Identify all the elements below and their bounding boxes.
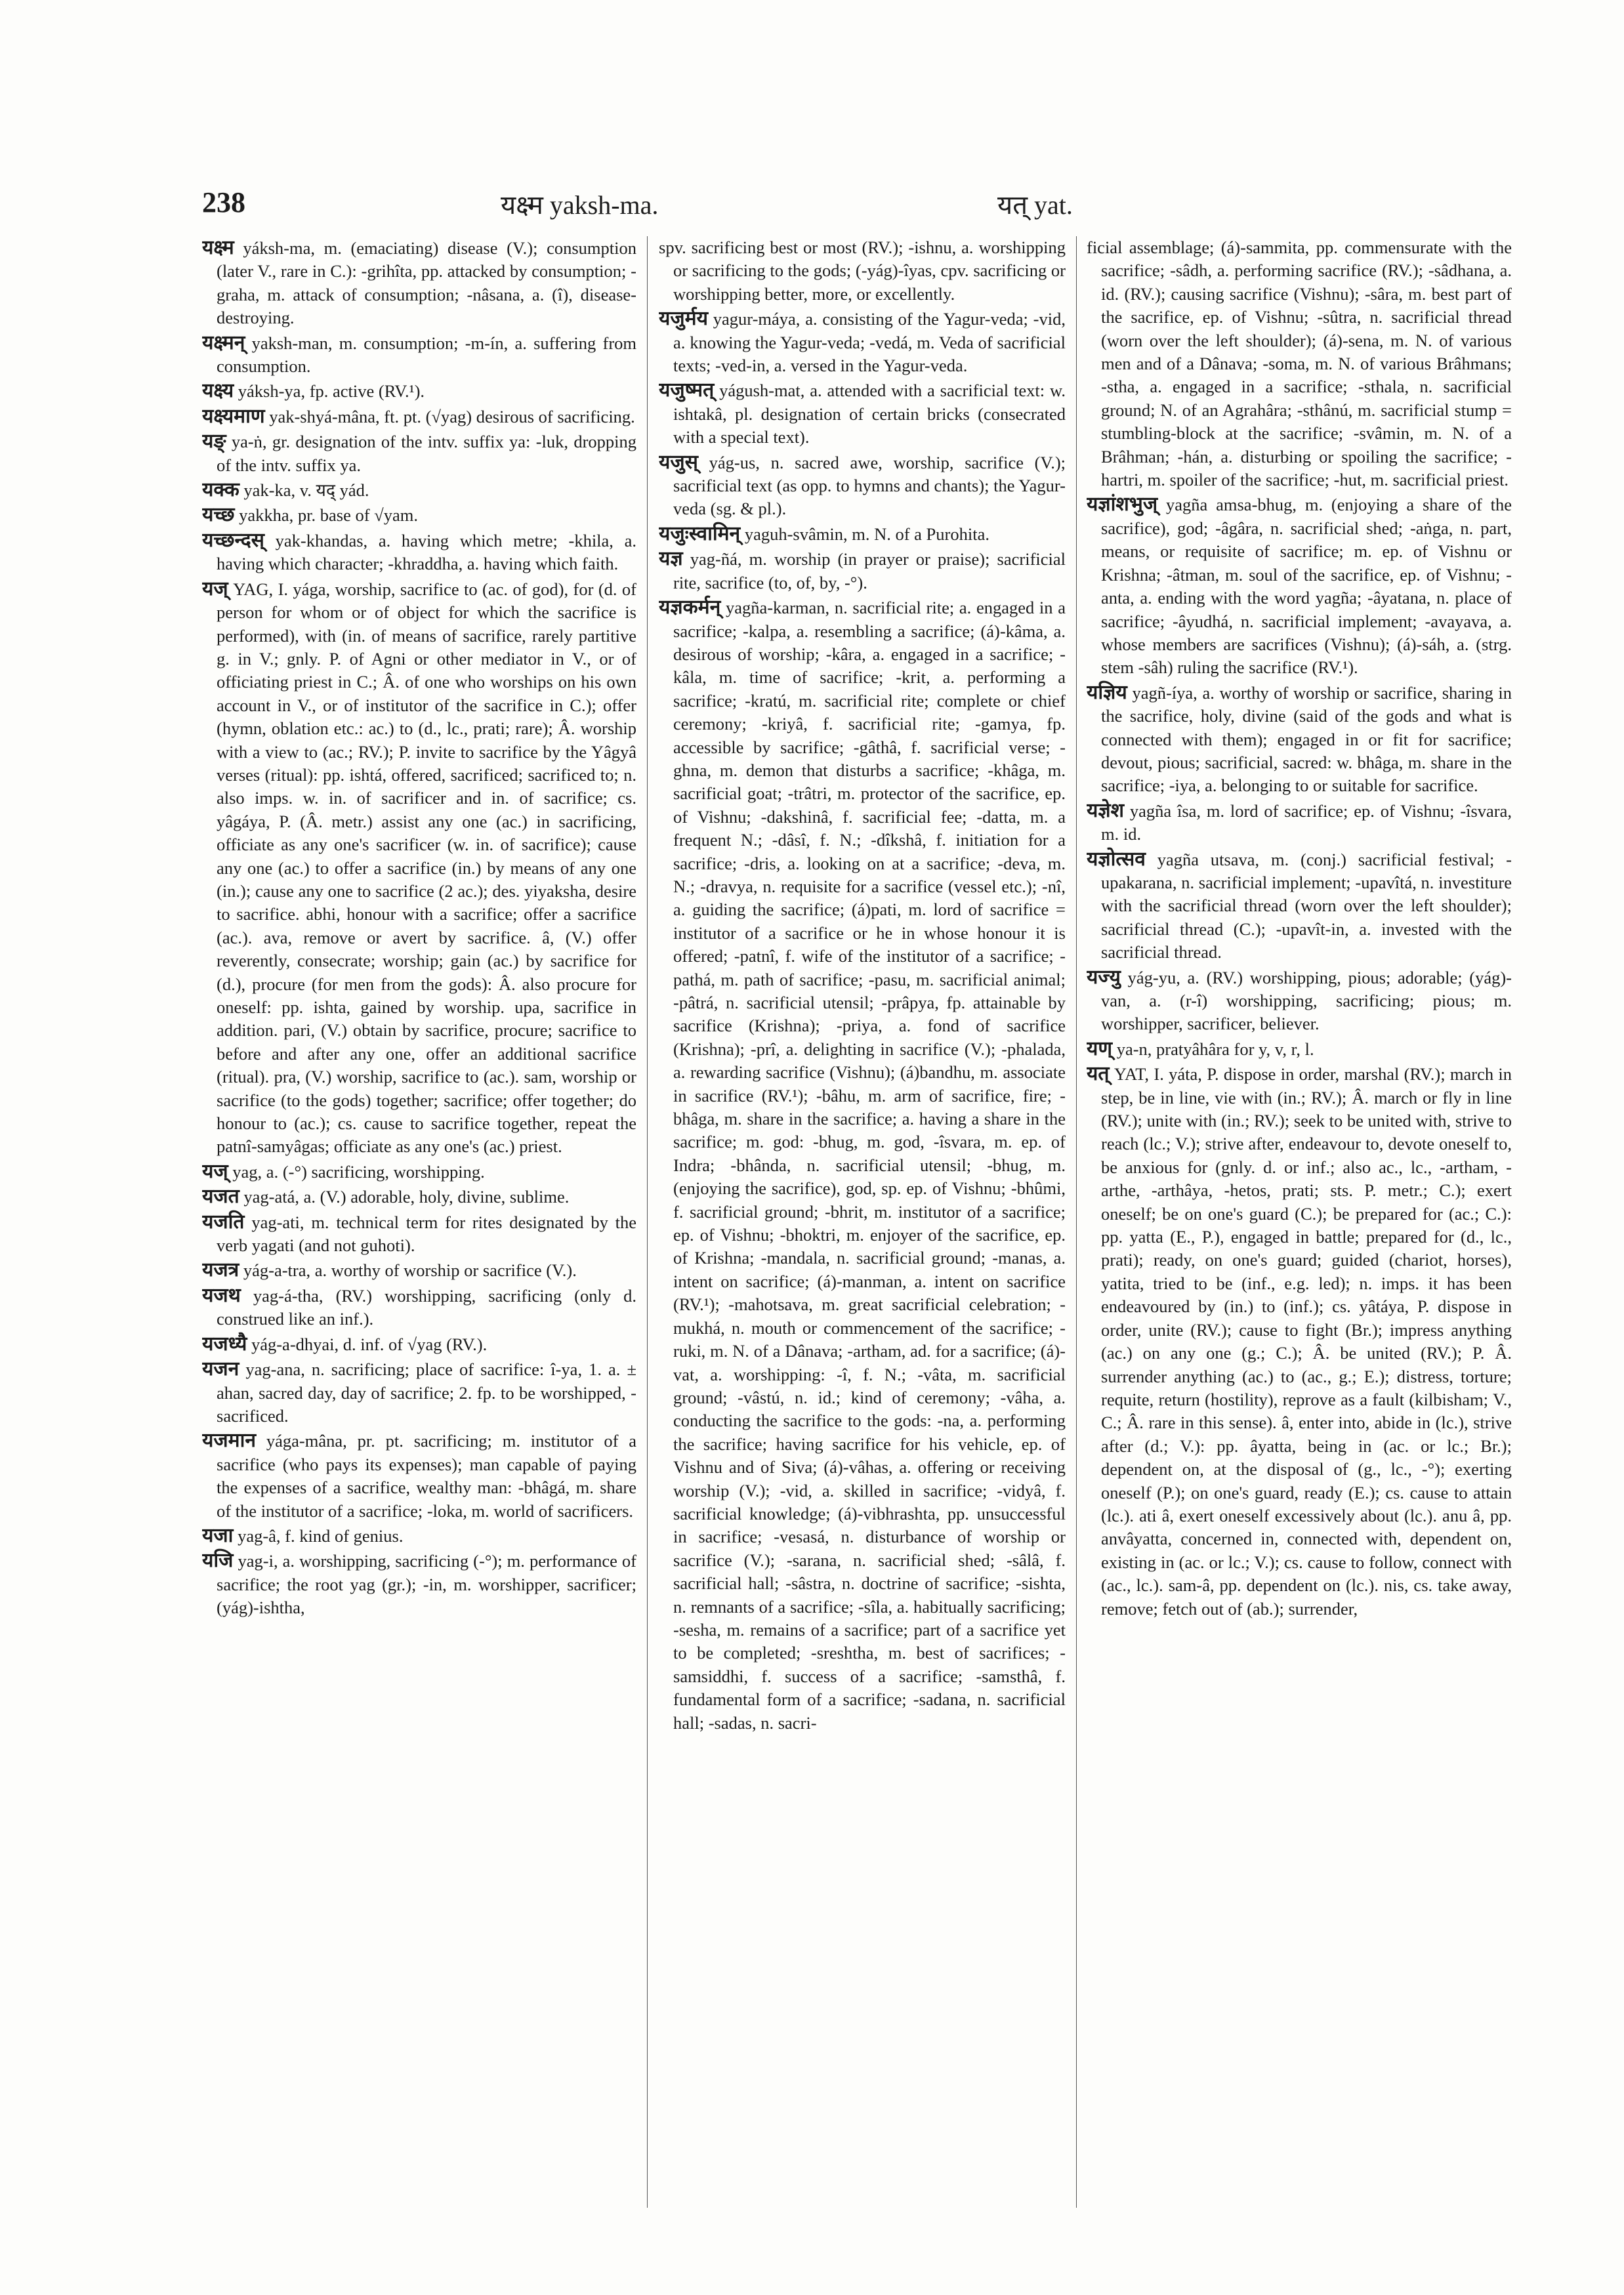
entry-definition: yagña utsava, m. (conj.) sacrificial festival; -upakarana, n. sacrificial implement; -upavîtá, n. investiture with the sacrificial thread (worn over the left shoulder); sacrificial thread (C.); -upavît-in, a. invested with the sacrificial thread. (1101, 849, 1512, 962)
dictionary-entry (202, 1258, 636, 1282)
dictionary-entry (659, 547, 1066, 594)
dictionary-entry (659, 236, 1066, 306)
entry-headword: यज्ञेश (1087, 798, 1125, 822)
entry-headword: यक्ष्म (202, 236, 234, 259)
entry-definition: YAG, I. yága, worship, sacrifice to (ac. of god), for (d. of person for whom or of object for which the sacrifice is performed), with (in. of means of sacrifice, rarely partitive g. in V.; gnly. P. of Agni or other mediator in V., or of officiating priest in C.; Â. of one who worships on his own account in V., or of institutor of the sacrifice in C.); offer (hymn, oblation etc.: ac.) to (d., lc., prati; rare); Â. worship with a view to (ac.; RV.); P. invite to sacrifice by the Yâgyâ verses (ritual): pp. ishtá, offered, sacrificed; sacrificed to; n. also imps. w. in. of sacrificer and in. of sacrifice; cs. yâgáya, P. (Â. metr.) assist any one (ac.) in sacrificing, officiate as any one's sacrificer (w. in. of sacrifice); cause any one (ac.) to offer a sacrifice (in.) by means of any one (in.); cause any one to sacrifice (2 ac.); des. yiyaksha, desire to sacrifice. abhi, honour with a sacrifice; offer a sacrifice (ac.). ava, remove or avert by sacrifice. â, (V.) offer reverently, consecrate; worship; gain (ac.) by sacrifice for (d.), procure (for men from the gods): Â. also procure for oneself: pp. ishta, gained by worship. upa, sacrifice in addition. pari, (V.) obtain by sacrifice, procure; sacrifice to before and after any one, offer an additional sacrifice (ritual). pra, (V.) worship, sacrifice to (ac.). sam, worship or sacrifice (to the gods) together; sacrifice; offer together; do honour to (ac.); cs. cause to sacrifice together, repeat the patnî-samyâgas; officiate as any one's (ac.) priest. (217, 579, 636, 1157)
entry-headword: यक्ष्य (202, 379, 234, 403)
entry-definition: yagñ-íya, a. worthy of worship or sacrifice, sharing in the sacrifice, holy, divine (said of the gods and what is connected with them); engaged in or fit for sacrifice; devout, pious; sacrificial, sacred: w. bhâga, m. share in the sacrifice; -iya, a. belonging to or suitable for sacrifice. (1101, 682, 1512, 796)
entry-definition: yag-i, a. worshipping, sacrificing (-°); m. performance of sacrifice; the root yag (gr.); -in, m. worshipper, sacrificer; (yág)-ishtha, (217, 1551, 636, 1618)
entry-headword: यजुःस्वामिन् (659, 522, 741, 545)
entry-definition: yag-â, f. kind of genius. (238, 1525, 404, 1546)
entry-headword: यजमान (202, 1429, 257, 1453)
entry-definition: ya-n, pratyâhâra for y, v, r, l. (1116, 1039, 1314, 1059)
dictionary-entry (1087, 848, 1512, 964)
entry-headword: यजत (202, 1185, 239, 1209)
page-header (202, 186, 1422, 232)
entry-headword: यजा (202, 1523, 234, 1547)
entry-definition: yág-a-dhyai, d. inf. of √yag (RV.). (251, 1334, 488, 1354)
entry-headword: यक्क (202, 478, 239, 502)
page-number: 238 (202, 186, 245, 218)
entry-definition: yak-khandas, a. having which metre; -khila, a. having which character; -khraddha, a. having which faith. (217, 530, 636, 574)
entry-definition: yágush-mat, a. attended with a sacrificial text: w. ishtakâ, pl. designation of certain bricks (consecrated with a special text). (673, 381, 1066, 447)
entry-definition: yaksh-man, m. consumption; -m-ín, a. suffering from consumption. (217, 333, 636, 377)
dictionary-entry (1087, 799, 1512, 846)
dictionary-entry (659, 307, 1066, 377)
entry-headword: यज् (202, 577, 228, 600)
entry-definition: yag-atá, a. (V.) adorable, holy, divine, sublime. (243, 1187, 570, 1207)
column-3 (1087, 236, 1512, 2224)
entry-definition: yáksh-ya, fp. active (RV.¹). (238, 381, 425, 402)
entry-definition: yág-yu, a. (RV.) worshipping, pious; adorable; (yág)-van, a. (r-î) worshipping, sacrificing; pious; m. worshipper, sacrificer, believer. (1101, 967, 1512, 1034)
entry-definition: yága-mâna, pr. pt. sacrificing; m. institutor of a sacrifice (who pays its expenses); man capable of paying the expenses of a sacrifice, wealthy man: -bhâgá, m. share of the institutor of a sacrifice; -loka, m. world of sacrificers. (217, 1431, 636, 1521)
entry-headword: यच्छन्दस् (202, 528, 264, 552)
dictionary-entry (659, 522, 1066, 546)
dictionary-entry (202, 577, 636, 1159)
dictionary-entry (1087, 493, 1512, 679)
entry-definition: yág-us, n. sacred awe, worship, sacrifice (V.); sacrificial text (as opp. to hymns and chants); the Yagur-veda (sg. & pl.). (673, 452, 1066, 519)
entry-headword: यजथ (202, 1283, 241, 1307)
entry-headword: यज्ञ (659, 547, 683, 571)
entry-headword: यच्छ (202, 503, 235, 527)
entry-definition: yagña-karman, n. sacrificial rite; a. engaged in a sacrifice; -kalpa, a. resembling a sacrifice; (á)-kâma, a. desirous of worship; -kâra, a. engaged in a sacrifice; -kâla, m. time of sacrifice; -krit, a. performing a sacrifice; -kratú, m. sacrificial rite; complete or chief ceremony; -kriyâ, f. sacrificial rite; -gamya, fp. accessible by sacrifice; -gâthâ, f. sacrificial verse; -ghna, m. demon that disturbs a sacrifice; -khâga, m. sacrificial goat; -trâtri, m. protector of the sacrifice, ep. of Vishnu; -dakshinâ, f. sacrificial fee; -datta, m. a frequent N.; -dâsî, f. N.; -dîkshâ, f. initiation for a sacrifice; -dris, a. looking on at a sacrifice; -deva, m. N.; -dravya, n. requisite for a sacrifice (vessel etc.); -nî, a. guiding the sacrifice; (á)pati, m. lord of sacrifice = institutor of a sacrifice or he in whose honour it is offered; -patnî, f. wife of the institutor of a sacrifice; -pathá, m. path of sacrifice; -pasu, m. sacrificial animal; -pâtrá, n. sacrificial utensil; -prâpya, fp. attainable by sacrifice (Krishna); -priya, a. fond of sacrifice (Krishna); -prî, a. delighting in sacrifice (V.); -phalada, a. rewarding sacrifice (Vishnu); (á)bandhu, m. associate in sacrifice (RV.¹); -bâhu, m. arm of sacrifice, fire; -bhâga, m. share in the sacrifice; a. having a share in the sacrifice; m. god: -bhug, m. god, -îsvara, m. ep. of Indra; -bhânda, n. sacrificial utensil; -bhug, m. (enjoying the sacrifice), god, sp. ep. of Vishnu; -bhûmi, f. sacrificial ground; -bhrit, m. institutor of a sacrifice; ep. of Vishnu; -bhoktri, m. enjoyer of the sacrifice, ep. of Krishna; -mandala, n. sacrificial ground; -manas, a. intent on sacrifice; (á)-manman, a. intent on sacrifice (RV.¹); -mahotsava, m. great sacrificial celebration; -mukhá, n. mouth or commencement of the sacrifice; -ruki, m. N. of a Dânava; -artham, ad. for a sacrifice; (á)-vat, a. worshipping: -î, f. N.; -vâta, m. sacrificial ground; -vâstú, n. id.; kind of ceremony; -vâha, a. conducting the sacrifice to the gods: -na, a. performing the sacrifice; having sacrifice for his vehicle, ep. of Vishnu and of Siva; (á)-vâhas, a. offering or receiving worship (V.); -vid, a. skilled in sacrifice; -vidyâ, f. sacrificial knowledge; (á)-vibhrashta, pp. unsuccessful in sacrifice; -vesasá, n. disturbance of worship or sacrifice (V.); -sarana, n. sacrificial shed; -sâlâ, f. sacrificial hall; -sâstra, n. doctrine of sacrifice; -sishta, n. remnants of a sacrifice; -sîla, a. habitually sacrificing; -sesha, m. remains of a sacrifice; part of a sacrifice yet to be completed; -sreshtha, m. best of sacrifices; -samsiddhi, f. success of a sacrifice; -samsthâ, f. fundamental form of a sacrifice; -sadana, n. sacrificial hall; -sadas, n. sacri- (673, 598, 1066, 1733)
entry-headword: यजि (202, 1549, 234, 1573)
entry-definition: yagña îsa, m. lord of sacrifice; ep. of Vishnu; -îsvara, m. id. (1101, 800, 1512, 844)
entry-headword: यण् (1087, 1037, 1113, 1060)
dictionary-entry (202, 1210, 636, 1258)
entry-definition: yaguh-svâmin, m. N. of a Purohita. (744, 524, 989, 544)
column-divider (1076, 236, 1077, 2208)
dictionary-entry (202, 236, 636, 330)
entry-definition: yagña amsa-bhug, m. (enjoying a share of the sacrifice), god; -âgâra, n. sacrificial shed; -aṅga, n. part, means, or requisite of sacrifice; m. ep. of Vishnu or Krishna; -âtman, m. soul of the sacrifice, ep. of Vishnu; -anta, a. ending with the word yagña; -âyatana, n. place of sacrifice; -âyudhá, n. sacrificial implement; -avayava, a. whose members are sacrifices (Vishnu); (á)-sáh, a. (strg. stem -sâh) ruling the sacrifice (RV.¹). (1101, 495, 1512, 678)
dictionary-entry (1087, 1062, 1512, 1621)
entry-headword: यजुष्मत् (659, 379, 715, 402)
entry-definition: yag-ati, m. technical term for rites designated by the verb yagati (and not guhoti). (217, 1212, 636, 1256)
entry-headword: यज्ञकर्मन् (659, 596, 721, 619)
entry-headword: यजुर्मय (659, 307, 708, 331)
entry-definition: yag-á-tha, (RV.) worshipping, sacrificing (only d. construed like an inf.). (217, 1285, 636, 1329)
entry-definition: ya-ṅ, gr. designation of the intv. suffix ya: -luk, dropping of the intv. suffix ya. (217, 432, 636, 475)
dictionary-entry (1087, 681, 1512, 798)
entry-headword: यज् (202, 1159, 228, 1183)
dictionary-entry (202, 379, 636, 403)
dictionary-entry (1087, 1037, 1512, 1061)
entry-headword: यज्ञोत्सव (1087, 847, 1146, 871)
left-guide-word: यक्ष्म yaksh-ma. (501, 190, 659, 220)
entry-headword: यज्ञांशभुज् (1087, 493, 1158, 516)
entry-headword: यजुस् (659, 450, 698, 474)
entry-headword: यक्ष्मन् (202, 331, 245, 354)
entry-headword: यक्ष्यमाण (202, 404, 265, 428)
right-guide-word: यत् yat. (997, 190, 1073, 220)
dictionary-entry (1087, 236, 1512, 491)
dictionary-entry (202, 1160, 636, 1184)
entry-headword: यत् (1087, 1062, 1110, 1086)
entry-definition: YAT, I. yáta, P. dispose in order, marshal (RV.); march in step, be in line, vie with (in.; RV.); Â. march or fly in line (RV.); unite with (in.; RV.); seek to be united with, strive to reach (lc.; V.); strive after, endeavour to, devote oneself to, be anxious for (gnly. d. or inf.; also ac., lc., -artham, -arthe, -arthâya, -hetos, prati; sts. P. metr.; C.); exert oneself; be on one's guard (C.); be prepared for (ac.; C.): pp. yatta (E., P.), engaged in battle; prepared for (d., lc., prati); ready, on one's guard; guided (chariot, horses), yatita, tried to be (inf., e.g. led); n. imps. it has been endeavoured by (in.) to (inf.); cs. yâtáya, P. dispose in order, unite (RV.); cause to fight (Br.); impress anything (ac.) on any one (g.; C.); Â. be united (RV.); P. Â. surrender anything (ac.) to (ac., g.; E.); distress, torture; requite, return (hostility), reprove as a fault (kilbisham; V., C.; Â. rare in this sense). â, enter into, abide in (lc.), strive after (d.; V.): pp. âyatta, being in (ac. or lc.; Br.); dependent on, at the disposal of (g., lc., -°); exerting oneself (P.); on one's guard, ready (E.); cs. cause to attain (lc.). ati â, exert oneself excessively about (lc.). anu â, pp. anvâyatta, concerned in, connected with, dependent on, existing in (ac. or lc.; V.); cs. cause to follow, connect with (ac., lc.). sam-â, pp. dependent on (lc.). nis, cs. take away, remove; fetch out of (ab.); surrender, (1101, 1064, 1512, 1619)
entry-headword: यजध्यै (202, 1332, 247, 1355)
entry-definition: yak-ka, v. यद् yád. (243, 480, 369, 501)
dictionary-entry (202, 1284, 636, 1331)
entry-headword: यजत्र (202, 1258, 239, 1282)
entry-definition: yág-a-tra, a. worthy of worship or sacrifice (V.). (243, 1260, 577, 1281)
dictionary-entry (1087, 966, 1512, 1036)
entry-definition: yak-shyá-mâna, ft. pt. (√yag) desirous of sacrificing. (269, 406, 635, 426)
dictionary-entry (202, 478, 636, 502)
entry-definition: ficial assemblage; (á)-sammita, pp. commensurate with the sacrifice; -sâdh, a. performing sacrifice (RV.); -sâdhana, a. id. (RV.); causing sacrifice (Vishnu); -sâra, m. best part of the sacrifice, ep. of Vishnu; -sûtra, n. sacrificial thread (worn over the left shoulder); (á)-sena, m. N. of various men and of a Dânava; -soma, m. N. of various Brâhmans; -stha, a. engaged in a sacrifice; -sthala, n. sacrificial ground; N. of an Agrahâra; -sthânú, m. sacrificial stump = stumbling-block at the sacrifice; -svâmin, m. N. of a Brâhman; -hán, a. disturbing or spoiling the sacrifice; -hartri, m. spoiler of the sacrifice; -hut, m. sacrificial priest. (1087, 238, 1512, 490)
entry-headword: यजन (202, 1357, 239, 1381)
dictionary-entry (659, 596, 1066, 1735)
entry-definition: yag-ana, n. sacrificing; place of sacrifice: î-ya, 1. a. ± ahan, sacred day, day of sacrifice; 2. fp. to be worshipped, -sacrificed. (217, 1359, 636, 1426)
dictionary-entry (202, 1333, 636, 1356)
column-1 (202, 236, 636, 2224)
entry-headword: यजति (202, 1210, 245, 1233)
entry-definition: yag-ñá, m. worship (in prayer or praise); sacrificial rite, sacrifice (to, of, by, -°). (673, 549, 1066, 592)
dictionary-entry (202, 430, 636, 477)
entry-definition: yáksh-ma, m. (emaciating) disease (V.); consumption (later V., rare in C.): -grihîta, pp. attacked by consumption; -graha, m. attack of consumption; -nâsana, a. (î), disease-destroying. (217, 238, 636, 328)
entry-definition: yagur-máya, a. consisting of the Yagur-veda; -vid, a. knowing the Yagur-veda; -vedá, m. Veda of sacrificial texts; -ved-in, a. versed in the Yagur-veda. (673, 309, 1066, 376)
dictionary-entry (202, 503, 636, 527)
entry-headword: यज्यु (1087, 965, 1121, 989)
column-divider (647, 236, 648, 2208)
dictionary-entry (659, 451, 1066, 521)
entry-headword: यङ् (202, 430, 226, 453)
dictionary-entry (202, 1524, 636, 1548)
entry-definition: yakkha, pr. base of √yam. (239, 505, 418, 526)
entry-headword: यज्ञिय (1087, 680, 1127, 704)
dictionary-entry (202, 1429, 636, 1523)
dictionary-entry (202, 1185, 636, 1209)
entry-definition: spv. sacrificing best or most (RV.); -ishnu, a. worshipping or sacrificing to the gods; (-yág)-îyas, cpv. sacrificing or worshipping better, more, or excellently. (659, 238, 1066, 304)
dictionary-entry (659, 379, 1066, 449)
dictionary-entry (202, 331, 636, 379)
dictionary-entry (202, 1357, 636, 1428)
column-2 (659, 236, 1066, 2224)
dictionary-entry (202, 1549, 636, 1619)
entry-definition: yag, a. (-°) sacrificing, worshipping. (232, 1161, 485, 1182)
dictionary-entry (202, 405, 636, 428)
dictionary-entry (202, 529, 636, 576)
